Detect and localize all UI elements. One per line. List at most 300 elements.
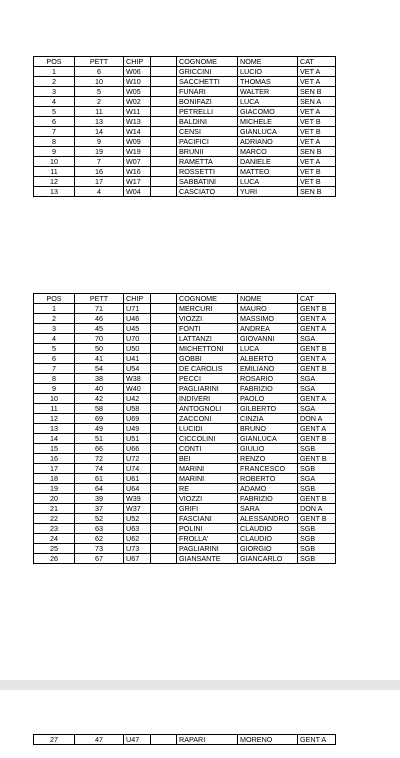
cell-cognome: INDIVERI (177, 394, 238, 404)
cell-nome: THOMAS (238, 77, 298, 87)
cell-cat: GENT A (298, 314, 336, 324)
cell-nome: CLAUDIO (238, 524, 298, 534)
cell-blank (151, 414, 177, 424)
cell-cognome: MICHETTONI (177, 344, 238, 354)
table-row (34, 444, 336, 454)
header-blank (151, 57, 177, 67)
cell-nome: LUCA (238, 344, 298, 354)
table-row (34, 67, 336, 77)
cell-chip: U46 (124, 314, 151, 324)
cell-cognome: CICCOLINI (177, 434, 238, 444)
cell-chip: W10 (124, 77, 151, 87)
cell-pett: 38 (75, 374, 124, 384)
cell-blank (151, 524, 177, 534)
cell-nome: ADRIANO (238, 137, 298, 147)
cell-blank (151, 187, 177, 197)
cell-nome: GIULIO (238, 444, 298, 454)
cell-nome: GIOVANNI (238, 334, 298, 344)
header-row (34, 294, 336, 304)
cell-cat: SGA (298, 404, 336, 414)
cell-cat: SGB (298, 534, 336, 544)
cell-nome: GILBERTO (238, 404, 298, 414)
cell-pos: 21 (34, 504, 75, 514)
cell-pos: 20 (34, 494, 75, 504)
cell-nome: ADAMO (238, 484, 298, 494)
cell-cat: SGB (298, 464, 336, 474)
cell-cat: SGB (298, 524, 336, 534)
cell-blank (151, 324, 177, 334)
cell-cognome: ZACCONI (177, 414, 238, 424)
cell-pos: 14 (34, 434, 75, 444)
cell-pos: 4 (34, 97, 75, 107)
cell-cat: GENT A (298, 735, 336, 745)
cell-pos: 23 (34, 524, 75, 534)
cell-nome: MASSIMO (238, 314, 298, 324)
cell-chip: W04 (124, 187, 151, 197)
cell-cognome: MARINI (177, 464, 238, 474)
cell-pett: 61 (75, 474, 124, 484)
cell-chip: W37 (124, 504, 151, 514)
cell-pos: 22 (34, 514, 75, 524)
cell-blank (151, 474, 177, 484)
header-pos: POS (34, 57, 75, 67)
cell-cognome: MARINI (177, 474, 238, 484)
cell-cognome: CENSI (177, 127, 238, 137)
cell-cat: VET A (298, 157, 336, 167)
cell-nome: YURI (238, 187, 298, 197)
cell-blank (151, 424, 177, 434)
cell-cat: SGA (298, 474, 336, 484)
cell-pett: 4 (75, 187, 124, 197)
table-row (34, 97, 336, 107)
table-row (34, 314, 336, 324)
cell-cognome: RAPARI (177, 735, 238, 745)
table-row (34, 484, 336, 494)
cell-cognome: CONTI (177, 444, 238, 454)
cell-cat: SEN B (298, 87, 336, 97)
cell-nome: MARCO (238, 147, 298, 157)
cell-cat: DON A (298, 504, 336, 514)
cell-chip: U67 (124, 554, 151, 564)
table-row (34, 354, 336, 364)
table-row (34, 87, 336, 97)
cell-cognome: BRUNII (177, 147, 238, 157)
cell-cat: VET A (298, 77, 336, 87)
cell-pett: 45 (75, 324, 124, 334)
cell-cognome: LUCIDI (177, 424, 238, 434)
cell-blank (151, 494, 177, 504)
cell-cat: SGB (298, 484, 336, 494)
cell-cat: GENT A (298, 394, 336, 404)
cell-cognome: VIOZZI (177, 314, 238, 324)
cell-pos: 7 (34, 127, 75, 137)
cell-chip: W16 (124, 167, 151, 177)
table-row (34, 177, 336, 187)
table-row (34, 187, 336, 197)
cell-cognome: ROSSETTI (177, 167, 238, 177)
cell-pett: 41 (75, 354, 124, 364)
header-cognome: COGNOME (177, 294, 238, 304)
cell-nome: FABRIZIO (238, 494, 298, 504)
cell-pett: 9 (75, 137, 124, 147)
cell-cat: VET A (298, 67, 336, 77)
cell-pett: 58 (75, 404, 124, 414)
cell-pett: 17 (75, 177, 124, 187)
cell-nome: GIANLUCA (238, 434, 298, 444)
cell-pos: 18 (34, 474, 75, 484)
cell-blank (151, 167, 177, 177)
cell-cognome: CASCIATO (177, 187, 238, 197)
cell-blank (151, 97, 177, 107)
cell-nome: RENZO (238, 454, 298, 464)
cell-cat: SEN B (298, 147, 336, 157)
cell-pett: 14 (75, 127, 124, 137)
cell-pett: 62 (75, 534, 124, 544)
cell-nome: DANIELE (238, 157, 298, 167)
cell-pett: 51 (75, 434, 124, 444)
cell-chip: W40 (124, 384, 151, 394)
cell-blank (151, 137, 177, 147)
cell-pos: 9 (34, 147, 75, 157)
cell-blank (151, 404, 177, 414)
cell-nome: GIORGIO (238, 544, 298, 554)
cell-nome: CINZIA (238, 414, 298, 424)
table-row (34, 147, 336, 157)
header-cat: CAT (298, 57, 336, 67)
cell-chip: U58 (124, 404, 151, 414)
cell-pos: 25 (34, 544, 75, 554)
cell-pett: 69 (75, 414, 124, 424)
table-row (34, 374, 336, 384)
cell-blank (151, 544, 177, 554)
cell-pos: 9 (34, 384, 75, 394)
header-pett: PETT (75, 57, 124, 67)
cell-pett: 37 (75, 504, 124, 514)
table-row (34, 107, 336, 117)
cell-cat: VET B (298, 127, 336, 137)
cell-cat: VET B (298, 117, 336, 127)
cell-pos: 16 (34, 454, 75, 464)
cell-cognome: POLINI (177, 524, 238, 534)
header-pett: PETT (75, 294, 124, 304)
cell-pos: 6 (34, 354, 75, 364)
cell-pett: 11 (75, 107, 124, 117)
cell-blank (151, 77, 177, 87)
cell-pos: 11 (34, 404, 75, 414)
cell-chip: W05 (124, 87, 151, 97)
cell-blank (151, 374, 177, 384)
cell-nome: CLAUDIO (238, 534, 298, 544)
cell-nome: LUCA (238, 177, 298, 187)
cell-pos: 5 (34, 344, 75, 354)
cell-pos: 12 (34, 177, 75, 187)
cell-blank (151, 127, 177, 137)
cell-pos: 11 (34, 167, 75, 177)
cell-chip: W11 (124, 107, 151, 117)
cell-nome: FABRIZIO (238, 384, 298, 394)
cell-cognome: PETRELLI (177, 107, 238, 117)
cell-cognome: BEI (177, 454, 238, 464)
page-break-band (0, 680, 400, 690)
cell-blank (151, 117, 177, 127)
cell-cat: VET A (298, 107, 336, 117)
cell-cognome: GIANSANTE (177, 554, 238, 564)
cell-pett: 67 (75, 554, 124, 564)
table-row (34, 137, 336, 147)
cell-nome: ALBERTO (238, 354, 298, 364)
cell-cat: SGB (298, 444, 336, 454)
cell-blank (151, 514, 177, 524)
cell-blank (151, 67, 177, 77)
cell-chip: W07 (124, 157, 151, 167)
cell-chip: U72 (124, 454, 151, 464)
cell-cat: SEN B (298, 187, 336, 197)
cell-pos: 27 (34, 735, 75, 745)
cell-cat: GENT A (298, 424, 336, 434)
cell-cognome: DE CAROLIS (177, 364, 238, 374)
cell-cognome: RE (177, 484, 238, 494)
table-row (34, 157, 336, 167)
cell-cognome: BALDINI (177, 117, 238, 127)
table-row (34, 304, 336, 314)
table-row (34, 464, 336, 474)
cell-cat: SGB (298, 554, 336, 564)
cell-nome: EMILIANO (238, 364, 298, 374)
results-table-men (33, 293, 336, 564)
cell-pos: 10 (34, 394, 75, 404)
cell-chip: W09 (124, 137, 151, 147)
cell-pos: 3 (34, 324, 75, 334)
cell-nome: GIANLUCA (238, 127, 298, 137)
header-chip: CHIP (124, 294, 151, 304)
cell-cognome: FUNARI (177, 87, 238, 97)
cell-chip: U64 (124, 484, 151, 494)
cell-cognome: PAGLIARINI (177, 384, 238, 394)
cell-pett: 72 (75, 454, 124, 464)
cell-blank (151, 354, 177, 364)
table-row (34, 474, 336, 484)
cell-chip: U70 (124, 334, 151, 344)
cell-blank (151, 735, 177, 745)
header-nome: NOME (238, 294, 298, 304)
cell-pett: 7 (75, 157, 124, 167)
cell-pett: 70 (75, 334, 124, 344)
table-row (34, 434, 336, 444)
cell-blank (151, 147, 177, 157)
cell-pett: 64 (75, 484, 124, 494)
cell-pett: 46 (75, 314, 124, 324)
cell-pos: 10 (34, 157, 75, 167)
cell-cognome: SACCHETTI (177, 77, 238, 87)
cell-pos: 1 (34, 67, 75, 77)
cell-cognome: GRIFI (177, 504, 238, 514)
cell-chip: W14 (124, 127, 151, 137)
cell-blank (151, 504, 177, 514)
cell-chip: U45 (124, 324, 151, 334)
table-row (34, 554, 336, 564)
table-row (34, 544, 336, 554)
cell-chip: U47 (124, 735, 151, 745)
header-nome: NOME (238, 57, 298, 67)
table-row (34, 504, 336, 514)
cell-pos: 5 (34, 107, 75, 117)
cell-blank (151, 177, 177, 187)
cell-cat: GENT B (298, 364, 336, 374)
cell-nome: LUCA (238, 97, 298, 107)
cell-blank (151, 434, 177, 444)
cell-nome: ROBERTO (238, 474, 298, 484)
cell-nome: BRUNO (238, 424, 298, 434)
cell-cat: GENT B (298, 514, 336, 524)
table-row (34, 344, 336, 354)
cell-nome: MORENO (238, 735, 298, 745)
cell-pett: 39 (75, 494, 124, 504)
cell-blank (151, 454, 177, 464)
table-row (34, 324, 336, 334)
cell-cat: GENT B (298, 304, 336, 314)
cell-nome: MICHELE (238, 117, 298, 127)
cell-cat: DON A (298, 414, 336, 424)
cell-blank (151, 444, 177, 454)
header-pos: POS (34, 294, 75, 304)
table-row (34, 394, 336, 404)
table-row (34, 524, 336, 534)
cell-blank (151, 384, 177, 394)
cell-cat: GENT B (298, 434, 336, 444)
cell-cat: GENT B (298, 494, 336, 504)
table-row (34, 384, 336, 394)
cell-cognome: FROLLA' (177, 534, 238, 544)
cell-pett: 50 (75, 344, 124, 354)
results-table-continued (33, 734, 336, 745)
cell-cat: GENT A (298, 354, 336, 364)
cell-pos: 19 (34, 484, 75, 494)
cell-pett: 16 (75, 167, 124, 177)
cell-blank (151, 304, 177, 314)
results-table-women (33, 56, 336, 197)
cell-chip: U69 (124, 414, 151, 424)
cell-cognome: ANTOGNOLI (177, 404, 238, 414)
cell-pett: 71 (75, 304, 124, 314)
cell-blank (151, 394, 177, 404)
cell-pett: 66 (75, 444, 124, 454)
cell-pett: 52 (75, 514, 124, 524)
table-row (34, 514, 336, 524)
cell-chip: W19 (124, 147, 151, 157)
table-row (34, 117, 336, 127)
table-row (34, 77, 336, 87)
cell-blank (151, 344, 177, 354)
cell-cat: SGA (298, 374, 336, 384)
cell-chip: W38 (124, 374, 151, 384)
cell-pos: 1 (34, 304, 75, 314)
cell-chip: W02 (124, 97, 151, 107)
cell-pos: 2 (34, 314, 75, 324)
cell-pett: 6 (75, 67, 124, 77)
cell-pos: 3 (34, 87, 75, 97)
cell-chip: W39 (124, 494, 151, 504)
cell-cat: SGB (298, 544, 336, 554)
cell-cat: SGA (298, 384, 336, 394)
cell-cat: GENT B (298, 454, 336, 464)
cell-chip: U66 (124, 444, 151, 454)
table-row (34, 167, 336, 177)
cell-pos: 2 (34, 77, 75, 87)
cell-pos: 15 (34, 444, 75, 454)
table-row (34, 404, 336, 414)
cell-pos: 13 (34, 424, 75, 434)
cell-cognome: PAGLIARINI (177, 544, 238, 554)
cell-nome: GIANCARLO (238, 554, 298, 564)
cell-pos: 13 (34, 187, 75, 197)
cell-blank (151, 484, 177, 494)
cell-cognome: PECCI (177, 374, 238, 384)
cell-chip: W17 (124, 177, 151, 187)
header-cat: CAT (298, 294, 336, 304)
table-row (34, 735, 336, 745)
cell-pett: 40 (75, 384, 124, 394)
header-chip: CHIP (124, 57, 151, 67)
cell-pos: 26 (34, 554, 75, 564)
cell-pos: 8 (34, 137, 75, 147)
cell-pos: 24 (34, 534, 75, 544)
cell-nome: ALESSANDRO (238, 514, 298, 524)
cell-nome: WALTER (238, 87, 298, 97)
cell-nome: ANDREA (238, 324, 298, 334)
cell-blank (151, 364, 177, 374)
cell-nome: MAURO (238, 304, 298, 314)
header-blank (151, 294, 177, 304)
cell-chip: U74 (124, 464, 151, 474)
header-cognome: COGNOME (177, 57, 238, 67)
cell-pos: 7 (34, 364, 75, 374)
cell-chip: U41 (124, 354, 151, 364)
cell-cat: VET B (298, 177, 336, 187)
cell-chip: U42 (124, 394, 151, 404)
cell-blank (151, 534, 177, 544)
cell-nome: ROSARIO (238, 374, 298, 384)
table-row (34, 334, 336, 344)
cell-cat: SEN A (298, 97, 336, 107)
cell-pos: 12 (34, 414, 75, 424)
cell-cat: VET B (298, 167, 336, 177)
cell-cat: VET A (298, 137, 336, 147)
cell-chip: U49 (124, 424, 151, 434)
cell-pett: 74 (75, 464, 124, 474)
cell-pett: 54 (75, 364, 124, 374)
cell-pett: 13 (75, 117, 124, 127)
cell-pett: 10 (75, 77, 124, 87)
cell-chip: U50 (124, 344, 151, 354)
table-row (34, 424, 336, 434)
cell-chip: U62 (124, 534, 151, 544)
cell-cognome: FONTI (177, 324, 238, 334)
cell-cat: GENT B (298, 344, 336, 354)
cell-nome: SARA (238, 504, 298, 514)
cell-pos: 4 (34, 334, 75, 344)
cell-pett: 63 (75, 524, 124, 534)
table-row (34, 534, 336, 544)
cell-chip: U54 (124, 364, 151, 374)
cell-cognome: FASCIANI (177, 514, 238, 524)
cell-cognome: PACIFICI (177, 137, 238, 147)
cell-chip: U52 (124, 514, 151, 524)
cell-pos: 8 (34, 374, 75, 384)
table-row (34, 414, 336, 424)
cell-blank (151, 87, 177, 97)
cell-nome: PAOLO (238, 394, 298, 404)
cell-blank (151, 107, 177, 117)
